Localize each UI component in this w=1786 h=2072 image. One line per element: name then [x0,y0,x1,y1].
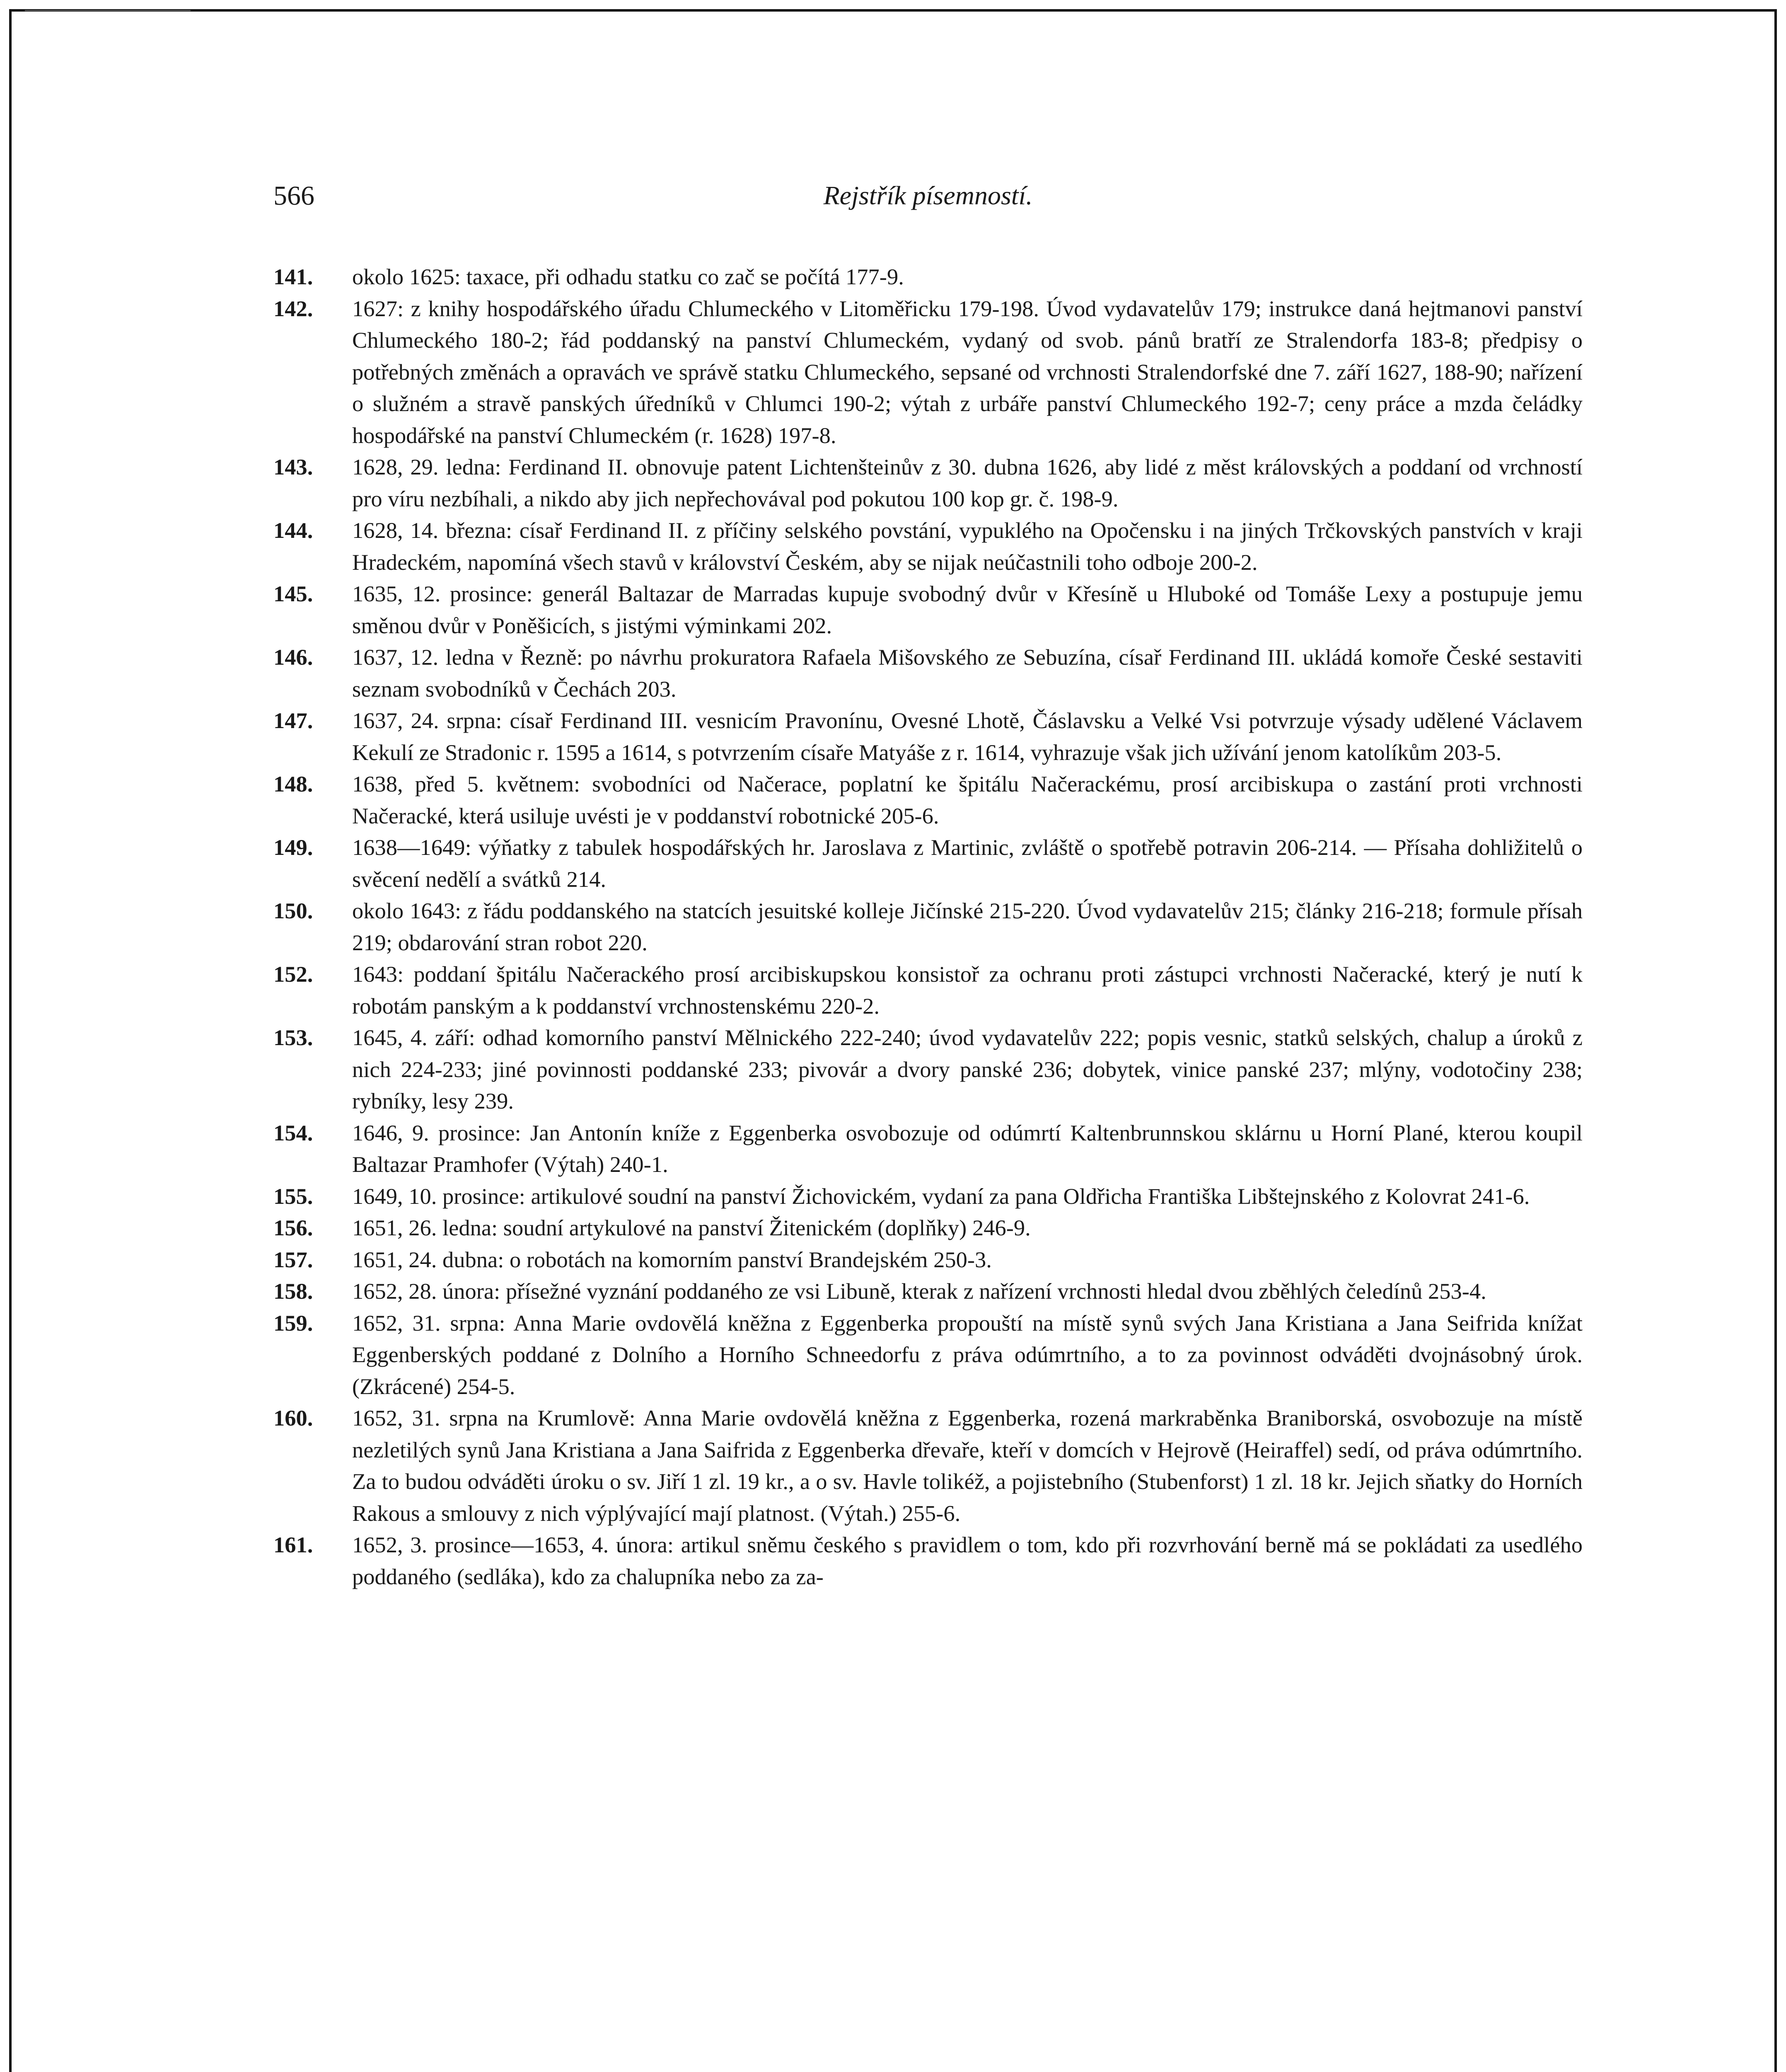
register-entry [273,1307,1583,1403]
entry-text: okolo 1625: taxace, při odhadu statku co zač se počítá 177-9. [352,264,904,289]
register-entry [273,641,1583,705]
register-entry [273,1212,1583,1244]
entry-number: 159. [273,1310,313,1336]
register-entry [273,768,1583,832]
page-header [273,182,1583,232]
entry-number: 157. [273,1247,313,1272]
entry-number: 142. [273,295,313,321]
scan-corner-mark [25,10,191,28]
entry-text: 1638—1649: výňatky z tabulek hospodářských hr. Jaroslava z Martinic, zvláště o spotřebě potravin 206-214. — Přísaha dohližitelů o svěcení nedělí a svátků 214. [352,835,1583,892]
document-page [273,182,1583,1593]
entry-number: 144. [273,518,313,543]
entry-text: 1652, 3. prosince—1653, 4. února: artikul sněmu českého s pravidlem o tom, kdo při rozvrhování berně má se pokládati za usedlého poddaného (sedláka), kdo za chalupníka nebo za za- [352,1532,1583,1589]
register-entry [273,451,1583,515]
entry-text: 1651, 24. dubna: o robotách na komorním panství Brandejském 250-3. [352,1247,992,1272]
register-entry [273,261,1583,293]
entry-number: 161. [273,1532,313,1557]
register-entry [273,515,1583,578]
entry-text: 1638, před 5. květnem: svobodníci od Načerace, poplatní ke špitálu Načerackému, prosí arcibiskupa o zastání proti vrchnosti Načeracké, která usiluje uvésti je v poddanství robotnické 205-6. [352,771,1583,828]
entry-text: okolo 1643: z řádu poddanského na statcích jesuitské kolleje Jičínské 215-220. Úvod vydavatelův 215; články 216-218; formule přísah 219; obdarování stran robot 220. [352,898,1583,955]
entry-number: 148. [273,771,313,796]
entry-text: 1649, 10. prosince: artikulové soudní na panství Žichovickém, vydaní za pana Oldřicha Františka Libštejnského z Kolovrat 241-6. [352,1183,1530,1209]
entry-text: 1652, 31. srpna na Krumlově: Anna Marie ovdovělá kněžna z Eggenberka, rozená markraběnka Braniborská, osvobozuje na místě nezletilých synů Jana Kristiana a Jana Saifrida z Eggenberka dřevaře, kteří v domcích v Hejrově (Heiraffel) sedí, od práva odúmrtního. Za to budou odváděti úroku o sv. Jiří 1 zl. 19 kr., a o sv. Havle tolikéž, a pojistebního (Stubenforst) 1 zl. 18 kr. Jejich sňatky do Horních Rakous a smlouvy z nich výplývající mají platnost. (Výtah.) 255-6. [352,1405,1583,1526]
register-entry [273,1402,1583,1529]
entry-number: 147. [273,708,313,733]
entry-number: 143. [273,454,313,479]
register-entry [273,1022,1583,1117]
entry-text: 1651, 26. ledna: soudní artykulové na panství Žitenickém (doplňky) 246-9. [352,1215,1031,1240]
entry-text: 1645, 4. září: odhad komorního panství Mělnického 222-240; úvod vydavatelův 222; popis vesnic, statků selských, chalup a úroků z nich 224-233; jiné povinnosti poddanské 233; pivovár a dvory panské 236; dobytek, vinice panské 237; mlýny, vodotočiny 238; rybníky, lesy 239. [352,1025,1583,1113]
entry-number: 146. [273,644,313,670]
register-entries [273,261,1583,1593]
entry-text: 1628, 29. ledna: Ferdinand II. obnovuje patent Lichtenšteinův z 30. dubna 1626, aby lidé z měst královských a poddaní od vrchností pro víru nezbíhali, a nikdo aby jich nepřechovával pod pokutou 100 kop gr. č. 198-9. [352,454,1583,511]
register-entry [273,1529,1583,1593]
entry-number: 160. [273,1405,313,1431]
register-entry [273,1244,1583,1276]
entry-number: 153. [273,1025,313,1050]
register-entry [273,293,1583,452]
entry-number: 154. [273,1120,313,1145]
entry-number: 149. [273,835,313,860]
entry-text: 1627: z knihy hospodářského úřadu Chlumeckého v Litoměřicku 179-198. Úvod vydavatelův 179; instrukce daná hejtmanovi panství Chlumeckého 180-2; řád poddanský na panství Chlumeckém, vydaný od svob. pánů bratří ze Stralendorfa 183-8; předpisy o potřebných změnách a opravách ve správě statku Chlumeckého, sepsané od vrchnosti Stralendorfské dne 7. září 1627, 188-90; nařízení o služném a stravě panských úředníků v Chlumci 190-2; výtah z urbáře panství Chlumeckého 192-7; ceny práce a mzda čeládky hospodářské na panství Chlumeckém (r. 1628) 197-8. [352,295,1583,448]
entry-text: 1646, 9. prosince: Jan Antonín kníže z Eggenberka osvobozuje od odúmrtí Kaltenbrunnskou sklárnu u Horní Plané, kterou koupil Baltazar Pramhofer (Výtah) 240-1. [352,1120,1583,1177]
register-entry [273,1117,1583,1181]
running-title: Rejstřík písemností. [823,181,1033,210]
register-entry [273,1181,1583,1213]
entry-text: 1643: poddaní špitálu Načerackého prosí arcibiskupskou konsistoř za ochranu proti zástupci vrchnosti Načeracké, který je nutí k robotám panským a k poddanství vrchnostenskému 220-2. [352,961,1583,1019]
entry-text: 1652, 28. února: přísežné vyznání poddaného ze vsi Libuně, kterak z nařízení vrchnosti hledal dvou zběhlých čeledínů 253-4. [352,1278,1486,1304]
entry-number: 158. [273,1278,313,1304]
entry-number: 156. [273,1215,313,1240]
entry-number: 155. [273,1183,313,1209]
register-entry [273,1276,1583,1307]
page-number: 566 [273,181,314,211]
register-entry [273,895,1583,959]
entry-number: 145. [273,581,313,606]
entry-number: 150. [273,898,313,923]
entry-text: 1652, 31. srpna: Anna Marie ovdovělá kněžna z Eggenberka propouští na místě synů svých Jana Kristiana a Jana Seifrida knížat Eggenberských poddané z Dolního a Horního Schneedorfu z práva odúmrtního, a to za povinnost odváděti dvojnásobný úrok. (Zkrácené) 254-5. [352,1310,1583,1399]
register-entry [273,959,1583,1022]
entry-text: 1637, 12. ledna v Řezně: po návrhu prokuratora Rafaela Mišovského ze Sebuzína, císař Ferdinand III. ukládá komoře České sestaviti seznam svobodníků v Čechách 203. [352,644,1583,702]
register-entry [273,705,1583,768]
entry-text: 1637, 24. srpna: císař Ferdinand III. vesnicím Pravonínu, Ovesné Lhotě, Čáslavsku a Velké Vsi potvrzuje výsady udělené Václavem Kekulí ze Stradonic r. 1595 a 1614, s potvrzením císaře Matyáše z r. 1614, vyhrazuje však jich užívání jenom katolíkům 203-5. [352,708,1583,765]
register-entry [273,578,1583,641]
entry-number: 152. [273,961,313,987]
entry-text: 1628, 14. března: císař Ferdinand II. z příčiny selského povstání, vypuklého na Opočensku i na jiných Trčkovských panstvích v kraji Hradeckém, napomíná všech stavů v království Českém, aby se nijak neúčastnili toho odboje 200-2. [352,518,1583,575]
register-entry [273,832,1583,895]
entry-number: 141. [273,264,313,289]
entry-text: 1635, 12. prosince: generál Baltazar de Marradas kupuje svobodný dvůr v Křesíně u Hluboké od Tomáše Lexy a postupuje jemu směnou dvůr v Poněšicích, s jistými výminkami 202. [352,581,1583,638]
